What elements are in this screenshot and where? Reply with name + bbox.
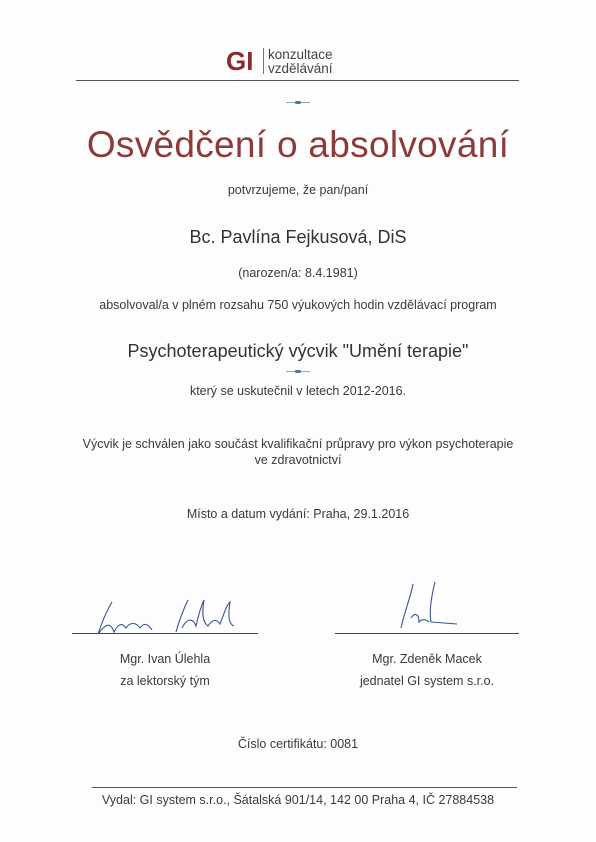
header-rule [76, 80, 519, 81]
years-text: který se uskutečnil v letech 2012-2016. [189, 384, 407, 398]
signatory-right-role: jednatel GI system s.r.o. [359, 674, 495, 688]
signatory-right-name: Mgr. Zdeněk Macek [372, 652, 482, 666]
signature-line-right [335, 633, 519, 634]
logo-text-line1: konzultace [268, 47, 333, 62]
birth-date: (narozen/a: 8.4.1981) [238, 266, 358, 280]
approval-line-1: Výcvik je schválen jako součást kvalifikační průpravy pro výkon psychoterapie [82, 437, 514, 451]
certificate-title: Osvědčení o absolvování [86, 124, 510, 165]
approval-line-2: ve zdravotnictví [254, 453, 342, 467]
certificate-number: Číslo certifikátu: 0081 [237, 737, 359, 751]
recipient-name: Bc. Pavlína Fejkusová, DiS [189, 227, 407, 247]
logo-mark: GI [226, 46, 254, 76]
logo-separator [263, 48, 264, 74]
signatory-left-role: za lektorský tým [120, 674, 210, 688]
logo-text-line2: vzdělávání [268, 61, 333, 76]
footer-rule [92, 787, 517, 788]
signature-zdenek-macek [395, 578, 475, 634]
ornament-divider [286, 101, 310, 104]
completion-text: absolvoval/a v plném rozsahu 750 výukových hodin vzdělávací program [99, 298, 497, 312]
place-and-date: Místo a datum vydání: Praha, 29.1.2016 [186, 507, 410, 521]
intro-text: potvrzujeme, že pan/paní [227, 183, 369, 197]
signatory-left-name: Mgr. Ivan Úlehla [119, 652, 211, 666]
issuer-text: Vydal: GI system s.r.o., Šátalská 901/14, 142 00 Praha 4, IČ 27884538 [101, 793, 495, 807]
program-name: Psychoterapeutický výcvik "Umění terapie" [127, 341, 469, 361]
signature-line-left [72, 633, 258, 634]
ornament-divider-2 [286, 370, 310, 373]
